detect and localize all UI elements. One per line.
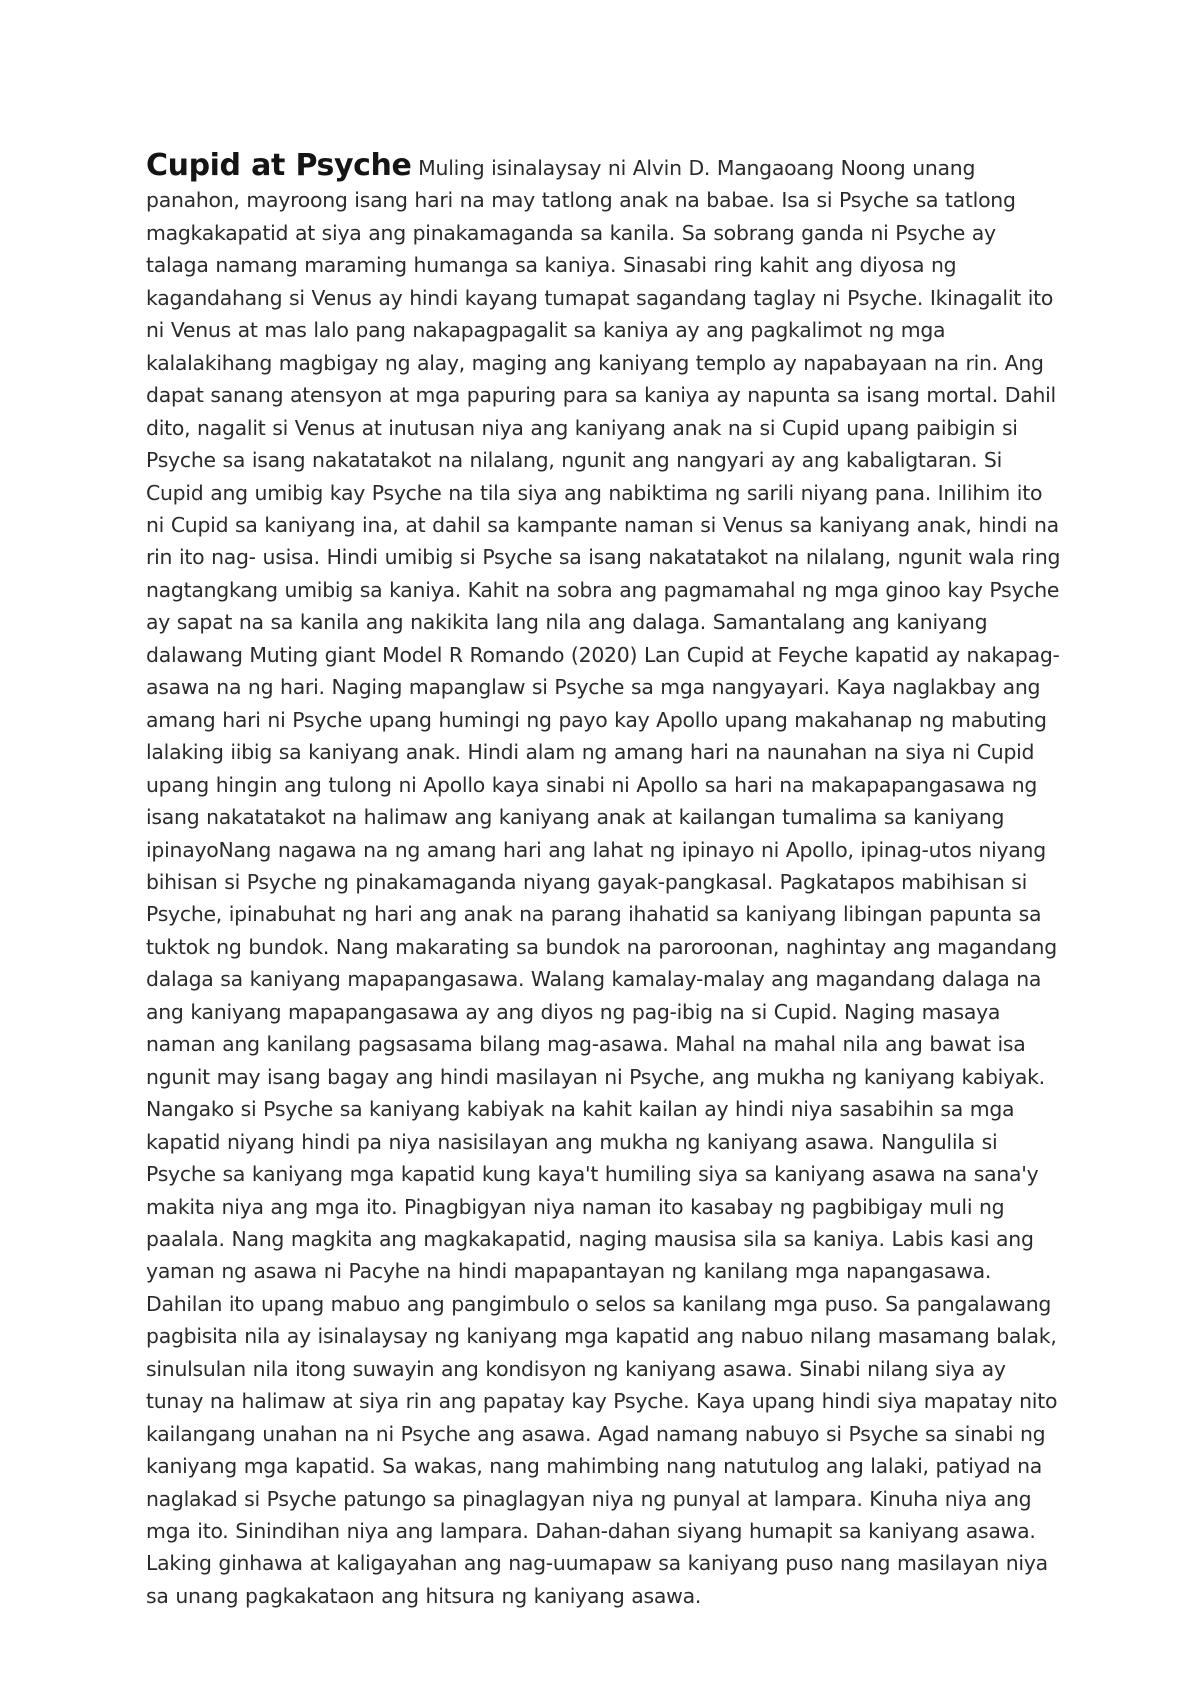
story-body: Muling isinalaysay ni Alvin D. Mangaoang Noong unang panahon, mayroong isang hari na may tatlong anak na babae. Isa si Psyche sa tatlong magkakapatid at siya ang pinakamaganda sa kanila. Sa sobrang ganda ni Psyche ay talaga namang maraming humanga sa kaniya. Sinasabi ring kahit ang diyosa ng kagandahang si Venus ay hindi kayang tumapat sagandang taglay ni Psyche. Ikinagalit ito ni Venus at mas lalo pang nakapagpagalit sa kaniya ay ang pagkalimot ng mga kalalakihang magbigay ng alay, maging ang kaniyang templo ay napabayaan na rin. Ang dapat sanang atensyon at mga papuring para sa kaniya ay napunta sa isang mortal. Dahil dito, nagalit si Venus at inutusan niya ang kaniyang anak na si Cupid upang paibigin si Psyche sa isang nakatatakot na nilalang, ngunit ang nangyari ay ang kabaligtaran. Si Cupid ang umibig kay Psyche na tila siya ang nabiktima ng sarili niyang pana. Inilihim ito ni Cupid sa kaniyang ina, at dahil sa kampante naman si Venus sa kaniyang anak, hindi na rin ito nag- usisa. Hindi umibig si Psyche sa isang nakatatakot na nilalang, ngunit wala ring nagtangkang umibig sa kaniya. Kahit na sobra ang pagmamahal ng mga ginoo kay Psyche ay sapat na sa kanila ang nakikita lang nila ang dalaga. Samantalang ang kaniyang dalawang Muting giant Model R Romando (2020) Lan Cupid at Feyche kapatid ay nakapag-asawa na ng hari. Naging mapanglaw si Psyche sa mga nangyayari. Kaya naglakbay ang amang hari ni Psyche upang humingi ng payo kay Apollo upang makahanap ng mabuting lalaking iibig sa kaniyang anak. Hindi alam ng amang hari na naunahan na siya ni Cupid upang hingin ang tulong ni Apollo kaya sinabi ni Apollo sa hari na makapapangasawa ng isang nakatatakot na halimaw ang kaniyang anak at kailangan tumalima sa kaniyang ipinayoNang nagawa na ng amang hari ang lahat ng ipinayo ni Apollo, ipinag-utos niyang bihisan si Psyche ng pinakamaganda niyang gayak-pangkasal. Pagkatapos mabihisan si Psyche, ipinabuhat ng hari ang anak na parang ihahatid sa kaniyang libingan papunta sa tuktok ng bundok. Nang makarating sa bundok na paroroonan, naghintay ang magandang dalaga sa kaniyang mapapangasawa. Walang kamalay-malay ang magandang dalaga na ang kaniyang mapapangasawa ay ang diyos ng pag-ibig na si Cupid. Naging masaya naman ang kanilang pagsasama bilang mag-asawa. Mahal na mahal nila ang bawat isa ngunit may isang bagay ang hindi masilayan ni Psyche, ang mukha ng kaniyang kabiyak. Nangako si Psyche sa kaniyang kabiyak na kahit kailan ay hindi niya sasabihin sa mga kapatid niyang hindi pa niya nasisilayan ang mukha ng kaniyang asawa. Nangulila si Psyche sa kaniyang mga kapatid kung kaya't humiling siya sa kaniyang asawa na sana'y makita niya ang mga ito. Pinagbigyan niya naman ito kasabay ng pagbibigay muli ng paalala. Nang magkita ang magkakapatid, naging mausisa sila sa kaniya. Labis kasi ang yaman ng asawa ni Pacyhe na hindi mapapantayan ng kanilang mga napangasawa. Dahilan ito upang mabuo ang pangimbulo o selos sa kanilang mga puso. Sa pangalawang pagbisita nila ay isinalaysay ng kaniyang mga kapatid ang nabuo nilang masamang balak, sinulsulan nila itong suwayin ang kondisyon ng kaniyang asawa. Sinabi nilang siya ay tunay na halimaw at siya rin ang papatay kay Psyche. Kaya upang hindi siya mapatay nito kailangang unahan na ni Psyche ang asawa. Agad namang nabuyo si Psyche sa sinabi ng kaniyang mga kapatid. Sa wakas, nang mahimbing nang natutulog ang lalaki, patiyad na naglakad si Psyche patungo sa pinaglagyan niya ng punyal at lampara. Kinuha niya ang mga ito. Sinindihan niya ang lampara. Dahan-dahan siyang humapit sa kaniyang asawa. Laking ginhawa at kaligayahan ang nag-uumapaw sa kaniyang puso nang masilayan niya sa unang pagkakataon ang hitsura ng kaniyang asawa.	[146, 156, 1061, 1608]
story-title: Cupid at Psyche	[146, 148, 412, 183]
story-text	[146, 150, 1064, 1612]
